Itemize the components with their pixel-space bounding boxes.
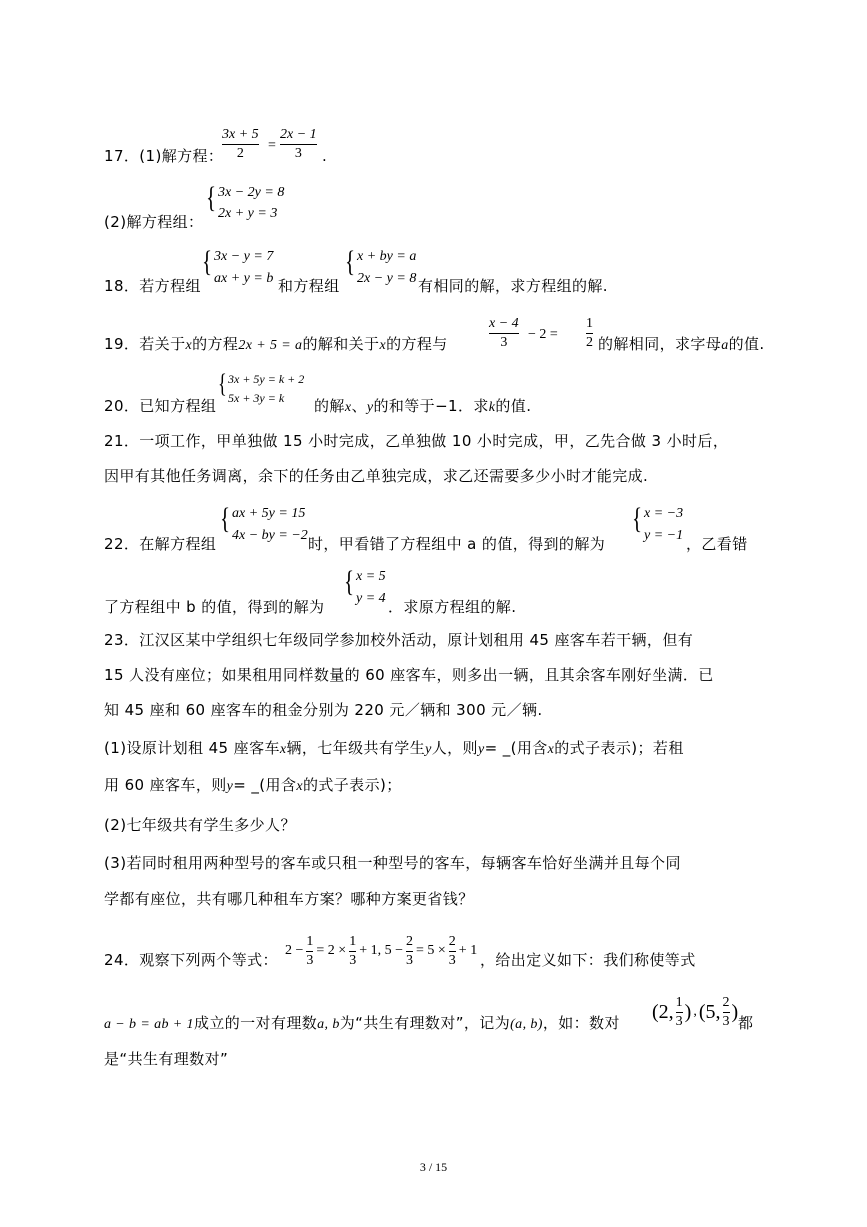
q23-line2: 15 人没有座位；如果租用同样数量的 60 座客车，则多出一辆，且其余客车刚好坐满．已 [104, 666, 714, 684]
q18-middle: 和方程组 [278, 277, 340, 295]
brace-icon: { [202, 245, 213, 278]
q18-systemA-eq1: 3x − y = 7 [214, 249, 274, 264]
q17-period: . [322, 147, 328, 165]
q17-system-eq2: 2x + y = 3 [218, 206, 278, 221]
q23-part2: (2)七年级共有学生多少人？ [104, 816, 296, 834]
q20-system-eq2: 5x + 3y = k [228, 391, 285, 405]
q24-line2: a − b = ab + 1成立的一对有理数a, b为“共生有理数对”，记为(a, b)，如：数对 [104, 1014, 620, 1032]
brace-icon: { [206, 181, 217, 214]
q23-part1-line2: 用 60 座客车，则y= _(用含x的式子表示)； [104, 776, 402, 794]
q17-part1-label: 17．(1)解方程： [104, 147, 224, 165]
fraction: 1 3 [675, 994, 683, 1029]
q23-line3: 知 45 座和 60 座客车的租金分别为 220 元／辆和 300 元／辆. [104, 701, 543, 719]
q24-example-pairs: (2, 1 3 ) , (5, 2 3 ) [652, 994, 739, 1029]
q20-suffix: 的解x、y的和等于−1．求k的值. [314, 397, 532, 415]
q19-fraction: x − 4 3 [489, 316, 519, 350]
q24-tail: 都 [738, 1014, 754, 1032]
q22-line2a: 了方程组中 b 的值，得到的解为 [104, 598, 325, 616]
q21-line2: 因甲有其他任务调离，余下的任务由乙单独完成，求乙还需要多少小时才能完成. [104, 467, 649, 485]
q22-solA-x: x = −3 [644, 506, 684, 521]
q22-solA-y: y = −1 [644, 528, 684, 543]
q19-text: 19．若关于x的方程2x + 5 = a的解和关于x的方程与 [104, 335, 448, 353]
q22-line2b: ．求原方程组的解. [388, 598, 517, 616]
q24-suffix: ，给出定义如下：我们称使等式 [480, 951, 696, 969]
q24-equations: 2 − 1 3 = 2 × 1 3 + 1, 5 − 2 3 = 5 × 2 3 + 1 [285, 933, 478, 968]
q17-equals: = [268, 138, 276, 153]
fraction: 2 3 [406, 933, 413, 968]
q19-half: 1 2 [586, 316, 593, 350]
brace-icon: { [220, 502, 231, 535]
q18-systemB-eq1: x + by = a [357, 249, 417, 264]
q23-line1: 23．江汉区某中学组织七年级同学参加校外活动，原计划租用 45 座客车若干辆，但有 [104, 631, 694, 649]
q23-part3-line1: (3)若同时租用两种型号的客车或只租一种型号的客车，每辆客车恰好坐满并且每个同 [104, 854, 681, 872]
q20-system-eq1: 3x + 5y = k + 2 [228, 372, 305, 386]
page-number: 3 / 15 [419, 1160, 448, 1174]
q22-middle: 时，甲看错了方程组中 a 的值，得到的解为 [308, 535, 606, 553]
q18-systemB-eq2: 2x − y = 8 [357, 271, 417, 286]
q19-suffix: 的解相同，求字母a的值. [598, 335, 765, 353]
brace-icon: { [632, 502, 643, 535]
fraction: 1 3 [306, 933, 314, 968]
brace-icon: { [344, 565, 355, 598]
q17-fraction-right: 2x − 1 3 [280, 127, 317, 161]
brace-icon: { [218, 369, 227, 398]
q22-prefix: 22．在解方程组 [104, 535, 217, 553]
q24-line3: 是“共生有理数对” [104, 1050, 229, 1068]
q21-line1: 21．一项工作，甲单独做 15 小时完成，乙单独做 10 小时完成，甲，乙先合做 3 小时后， [104, 432, 729, 450]
q23-part3-line2: 学都有座位，共有哪几种租车方案？哪种方案更省钱？ [104, 890, 474, 908]
q17-part2-label: (2)解方程组： [104, 213, 204, 231]
fraction: 2 3 [448, 933, 456, 968]
q22-system-eq2: 4x − by = −2 [232, 528, 308, 543]
q22-tail: ，乙看错 [686, 535, 748, 553]
q20-prefix: 20．已知方程组 [104, 397, 217, 415]
q18-prefix: 18．若方程组 [104, 277, 201, 295]
fraction: 1 3 [349, 933, 357, 968]
brace-icon: { [345, 245, 356, 278]
q17-system-eq1: 3x − 2y = 8 [218, 185, 285, 200]
q24-prefix: 24．观察下列两个等式： [104, 951, 278, 969]
q22-system-eq1: ax + 5y = 15 [232, 506, 306, 521]
q18-suffix: 有相同的解，求方程组的解. [418, 277, 608, 295]
fraction: 2 3 [722, 994, 730, 1029]
q17-fraction-left: 3x + 5 2 [222, 127, 259, 161]
q18-systemA-eq2: ax + y = b [214, 271, 274, 286]
q19-minus-two: − 2 = [528, 327, 558, 342]
q22-solB-y: y = 4 [356, 591, 386, 606]
q22-solB-x: x = 5 [356, 569, 386, 584]
q23-part1-line1: (1)设原计划租 45 座客车x辆，七年级共有学生y人，则y= _(用含x的式子表示)；若租 [104, 739, 684, 757]
